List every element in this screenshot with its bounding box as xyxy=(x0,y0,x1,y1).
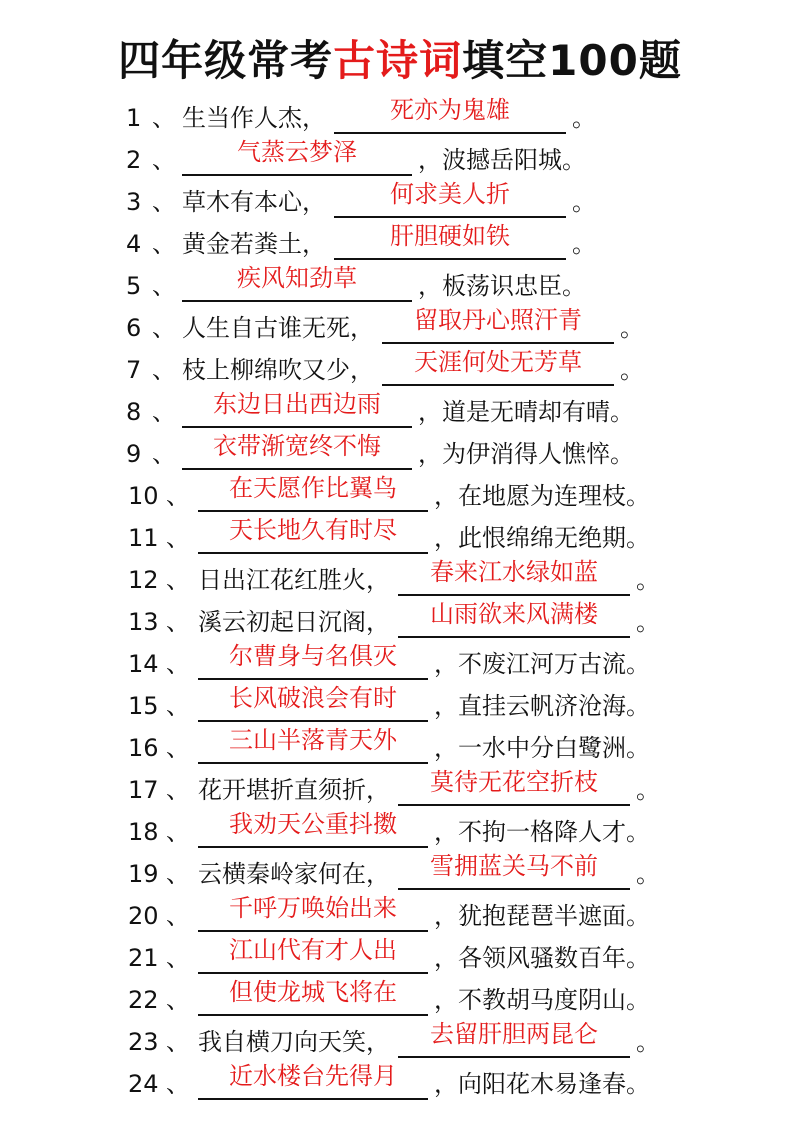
suffix-text: ，波撼岳阳城。 xyxy=(418,146,586,174)
answer-text: 衣带渐宽终不悔 xyxy=(213,432,381,460)
question-separator: 、 xyxy=(166,860,190,888)
question-number: 17 xyxy=(128,776,159,804)
question-separator: 、 xyxy=(166,566,190,594)
answer-text: 尔曹身与名俱灭 xyxy=(229,642,397,670)
prompt-text: 溪云初起日沉阁， xyxy=(198,608,390,636)
suffix-text: 。 xyxy=(636,860,660,888)
answer-blank[interactable] xyxy=(198,762,428,764)
suffix-text: 。 xyxy=(572,188,596,216)
question-number: 24 xyxy=(128,1070,159,1098)
question-separator: 、 xyxy=(166,1070,190,1098)
suffix-text: ，板荡识忠臣。 xyxy=(418,272,586,300)
question-separator: 、 xyxy=(166,650,190,678)
answer-text: 山雨欲来风满楼 xyxy=(430,600,598,628)
question-separator: 、 xyxy=(166,776,190,804)
answer-blank[interactable] xyxy=(198,1098,428,1100)
question-number: 15 xyxy=(128,692,159,720)
answer-blank[interactable] xyxy=(398,636,630,638)
answer-text: 东边日出西边雨 xyxy=(213,390,381,418)
answer-blank[interactable] xyxy=(182,300,412,302)
prompt-text: 草木有本心， xyxy=(182,188,326,216)
question-separator: 、 xyxy=(166,482,190,510)
suffix-text: ，向阳花木易逢春。 xyxy=(434,1070,650,1098)
suffix-text: 。 xyxy=(636,776,660,804)
answer-text: 肝胆硬如铁 xyxy=(390,222,510,250)
question-number: 14 xyxy=(128,650,159,678)
question-number: 9 xyxy=(126,440,142,468)
title-part1: 四年级常考 xyxy=(118,36,334,85)
question-number: 4 xyxy=(126,230,142,258)
question-number: 2 xyxy=(126,146,142,174)
question-separator: 、 xyxy=(166,902,190,930)
suffix-text: 。 xyxy=(620,314,644,342)
suffix-text: ，各领风骚数百年。 xyxy=(434,944,650,972)
question-number: 7 xyxy=(126,356,142,384)
answer-text: 雪拥蓝关马不前 xyxy=(430,852,598,880)
answer-text: 气蒸云梦泽 xyxy=(237,138,357,166)
question-number: 12 xyxy=(128,566,159,594)
question-number: 11 xyxy=(128,524,159,552)
prompt-text: 黄金若粪土， xyxy=(182,230,326,258)
prompt-text: 生当作人杰， xyxy=(182,104,326,132)
question-number: 23 xyxy=(128,1028,159,1056)
answer-text: 春来江水绿如蓝 xyxy=(430,558,598,586)
question-separator: 、 xyxy=(152,272,176,300)
answer-blank[interactable] xyxy=(398,1056,630,1058)
suffix-text: 。 xyxy=(636,566,660,594)
question-number: 13 xyxy=(128,608,159,636)
answer-blank[interactable] xyxy=(198,846,428,848)
suffix-text: ，不废江河万古流。 xyxy=(434,650,650,678)
question-separator: 、 xyxy=(166,986,190,1014)
question-separator: 、 xyxy=(152,356,176,384)
question-separator: 、 xyxy=(166,734,190,762)
prompt-text: 云横秦岭家何在， xyxy=(198,860,390,888)
answer-text: 我劝天公重抖擞 xyxy=(229,810,397,838)
answer-text: 莫待无花空折枝 xyxy=(430,768,598,796)
suffix-text: ，直挂云帆济沧海。 xyxy=(434,692,650,720)
suffix-text: 。 xyxy=(636,608,660,636)
suffix-text: ，犹抱琵琶半遮面。 xyxy=(434,902,650,930)
suffix-text: ，此恨绵绵无绝期。 xyxy=(434,524,650,552)
answer-text: 在天愿作比翼鸟 xyxy=(229,474,397,502)
suffix-text: 。 xyxy=(636,1028,660,1056)
question-separator: 、 xyxy=(166,692,190,720)
answer-text: 疾风知劲草 xyxy=(237,264,357,292)
answer-text: 留取丹心照汗青 xyxy=(414,306,582,334)
suffix-text: ，一水中分白鹭洲。 xyxy=(434,734,650,762)
answer-text: 近水楼台先得月 xyxy=(229,1062,397,1090)
question-separator: 、 xyxy=(166,608,190,636)
question-separator: 、 xyxy=(166,944,190,972)
suffix-text: 。 xyxy=(572,104,596,132)
prompt-text: 我自横刀向天笑， xyxy=(198,1028,390,1056)
question-number: 1 xyxy=(126,104,142,132)
answer-text: 江山代有才人出 xyxy=(229,936,397,964)
question-separator: 、 xyxy=(152,146,176,174)
question-separator: 、 xyxy=(152,104,176,132)
question-separator: 、 xyxy=(166,524,190,552)
answer-text: 长风破浪会有时 xyxy=(229,684,397,712)
answer-text: 何求美人折 xyxy=(390,180,510,208)
answer-blank[interactable] xyxy=(398,888,630,890)
question-separator: 、 xyxy=(152,398,176,426)
suffix-text: ，道是无晴却有晴。 xyxy=(418,398,634,426)
answer-text: 天涯何处无芳草 xyxy=(414,348,582,376)
answer-text: 但使龙城飞将在 xyxy=(229,978,397,1006)
answer-blank[interactable] xyxy=(398,804,630,806)
title-highlight: 古诗词 xyxy=(333,36,463,85)
question-number: 10 xyxy=(128,482,159,510)
question-number: 22 xyxy=(128,986,159,1014)
question-separator: 、 xyxy=(152,440,176,468)
answer-blank[interactable] xyxy=(382,384,614,386)
question-number: 16 xyxy=(128,734,159,762)
suffix-text: ，在地愿为连理枝。 xyxy=(434,482,650,510)
question-number: 3 xyxy=(126,188,142,216)
answer-text: 千呼万唤始出来 xyxy=(229,894,397,922)
page-title xyxy=(0,28,800,88)
question-number: 18 xyxy=(128,818,159,846)
question-number: 20 xyxy=(128,902,159,930)
prompt-text: 日出江花红胜火， xyxy=(198,566,390,594)
suffix-text: ，为伊消得人憔悴。 xyxy=(418,440,634,468)
suffix-text: ，不教胡马度阴山。 xyxy=(434,986,650,1014)
prompt-text: 人生自古谁无死， xyxy=(182,314,374,342)
question-separator: 、 xyxy=(166,818,190,846)
answer-blank[interactable] xyxy=(198,552,428,554)
answer-blank[interactable] xyxy=(198,1014,428,1016)
answer-text: 天长地久有时尽 xyxy=(229,516,397,544)
suffix-text: 。 xyxy=(572,230,596,258)
question-separator: 、 xyxy=(166,1028,190,1056)
question-number: 6 xyxy=(126,314,142,342)
answer-text: 死亦为鬼雄 xyxy=(390,96,510,124)
answer-text: 去留肝胆两昆仑 xyxy=(430,1020,598,1048)
suffix-text: ，不拘一格降人才。 xyxy=(434,818,650,846)
suffix-text: 。 xyxy=(620,356,644,384)
question-number: 19 xyxy=(128,860,159,888)
prompt-text: 枝上柳绵吹又少， xyxy=(182,356,374,384)
answer-text: 三山半落青天外 xyxy=(229,726,397,754)
question-separator: 、 xyxy=(152,314,176,342)
question-number: 5 xyxy=(126,272,142,300)
question-number: 21 xyxy=(128,944,159,972)
question-number: 8 xyxy=(126,398,142,426)
question-row xyxy=(0,1064,800,1104)
question-separator: 、 xyxy=(152,230,176,258)
question-separator: 、 xyxy=(152,188,176,216)
title-part2: 填空100题 xyxy=(462,36,682,85)
prompt-text: 花开堪折直须折， xyxy=(198,776,390,804)
